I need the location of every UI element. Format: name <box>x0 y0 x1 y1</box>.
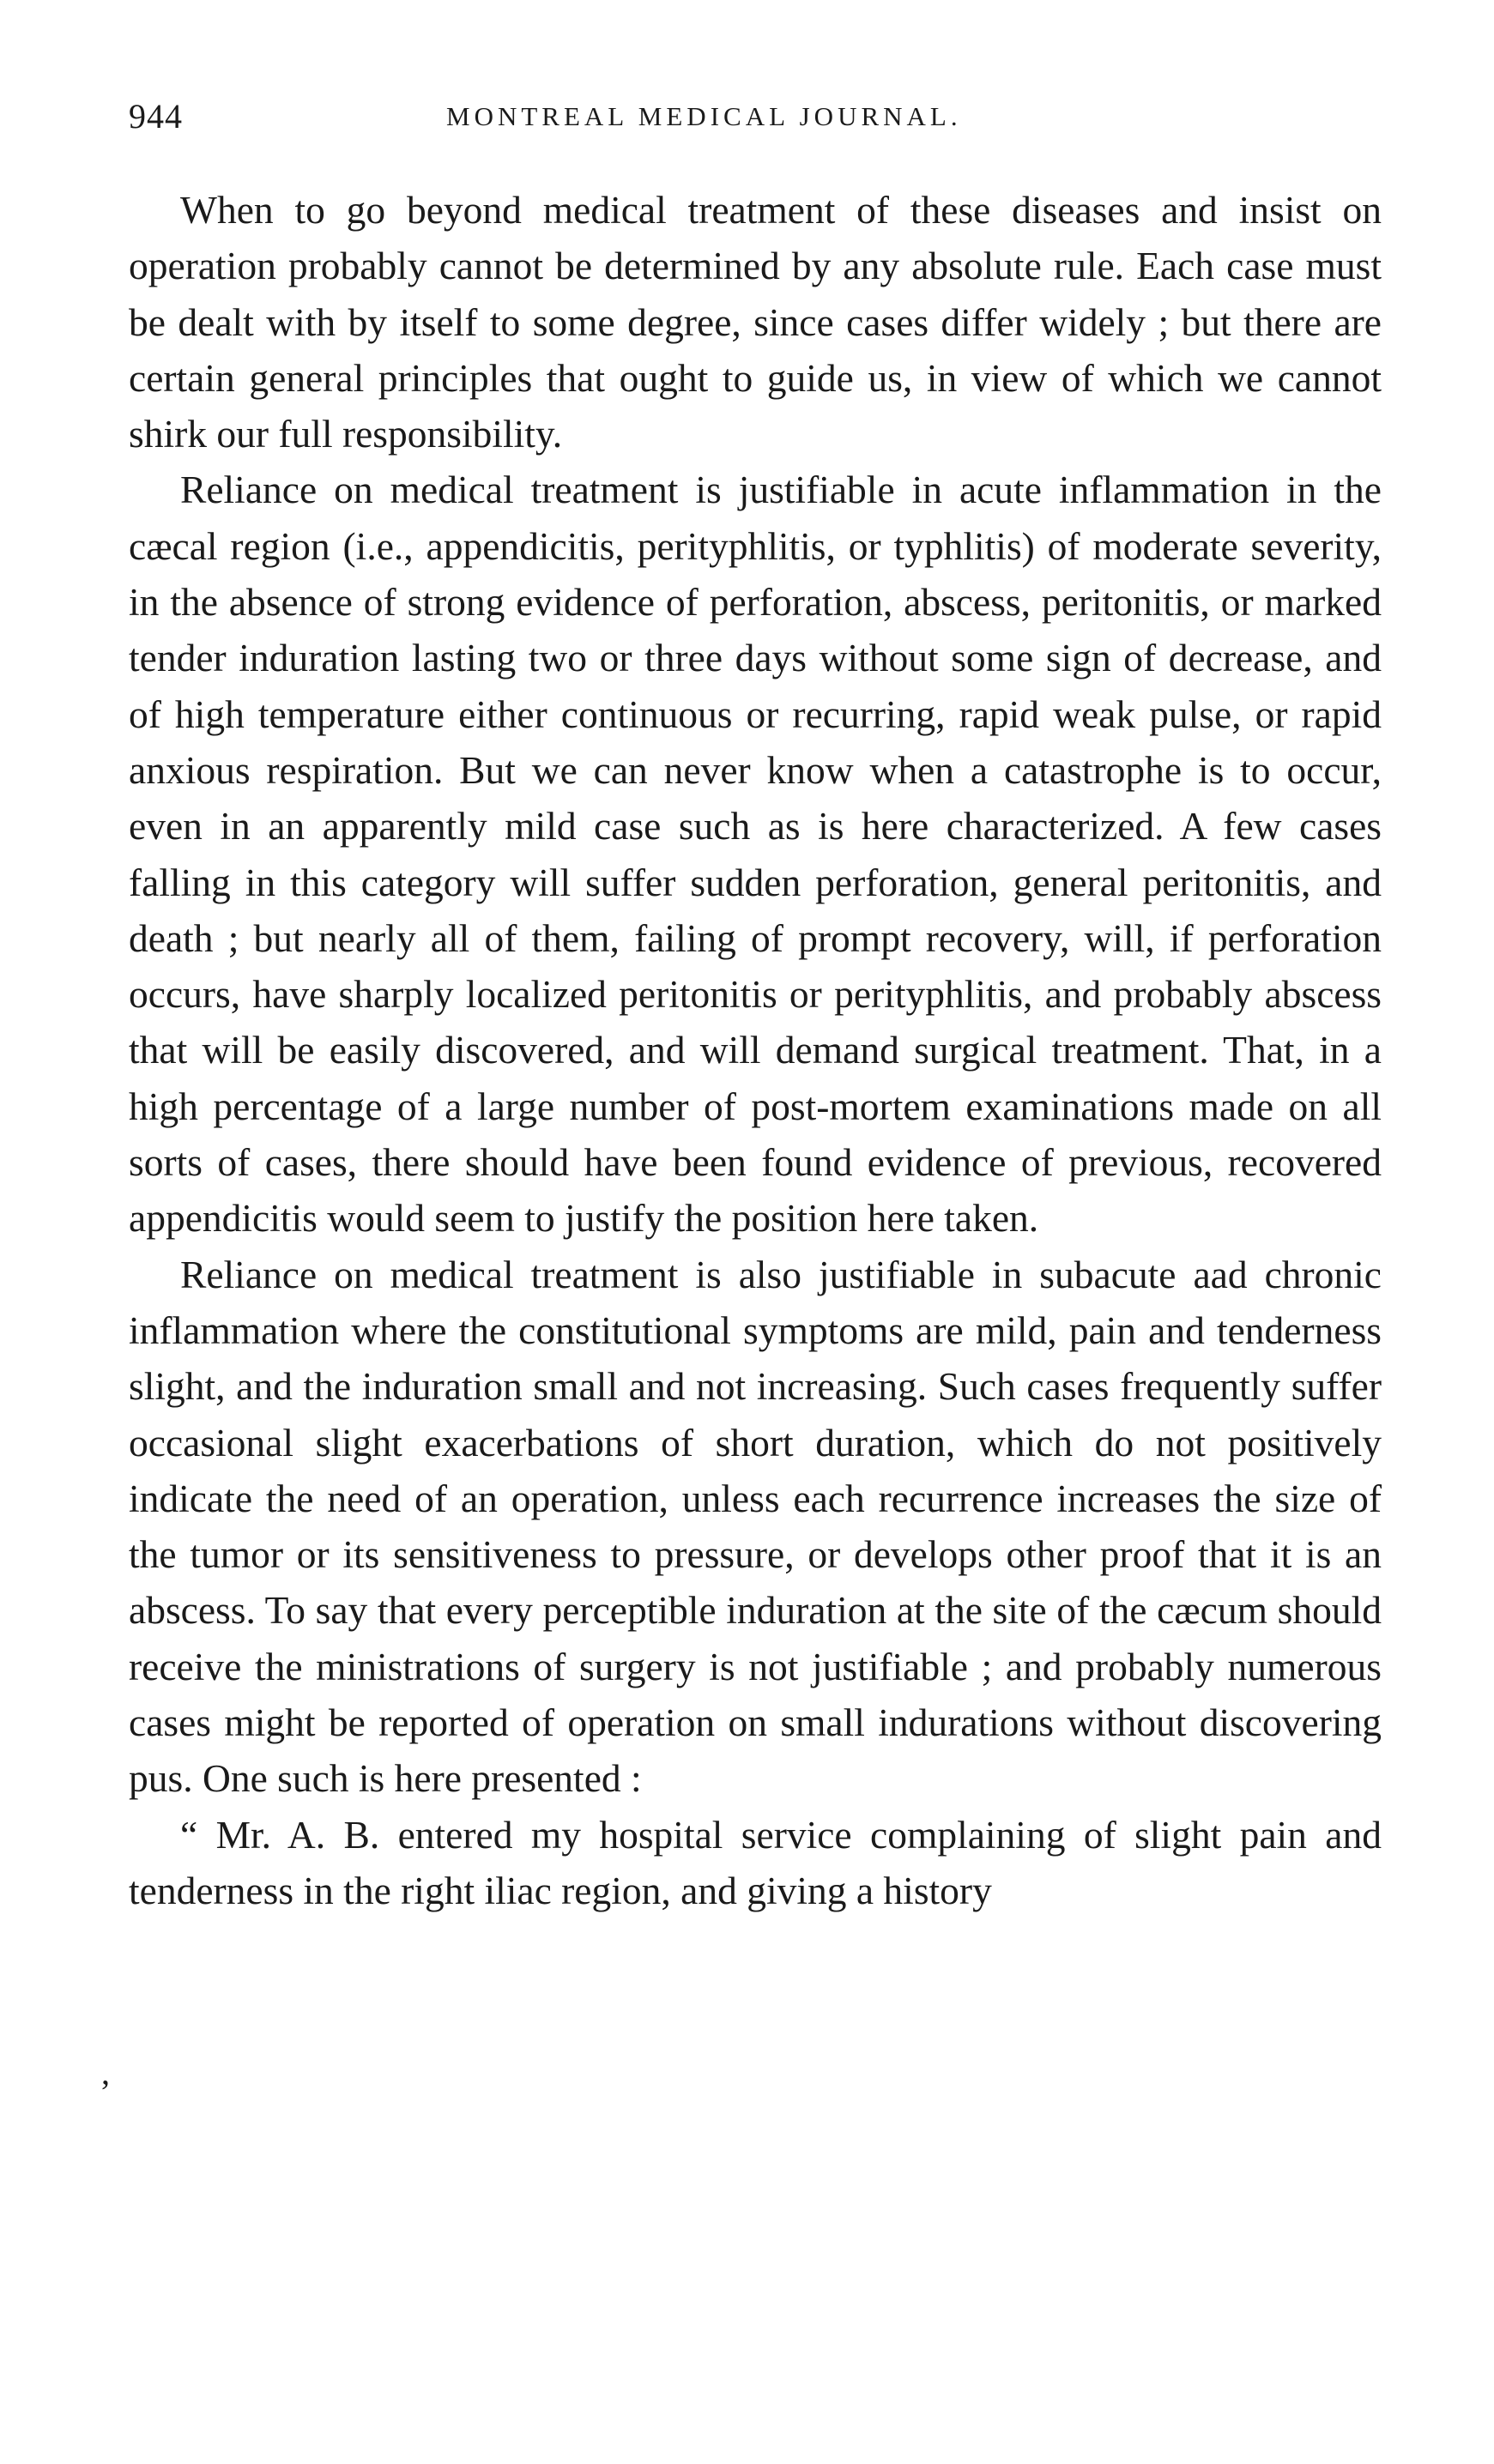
page-header <box>129 96 1399 148</box>
paragraph-1: When to go beyond medical treatment of these diseases and insist on operation probably cannot be determined by any absolute rule. Each case must be dealt with by itself to some degree, since cases differ widely ; but there are certain general principles that ought to guide us, in view of which we cannot shirk our full responsibility. <box>129 188 1382 456</box>
paragraph-3: Reliance on medical treatment is also justifiable in subacute aad chronic inflammation where the constitutional symptoms are mild, pain and tenderness slight, and the induration small and not increasing. Such cases frequently suffer occasional slight exacerbations of short duration, which do not positively indicate the need of an operation, unless each recurrence increases the size of the tumor or its sensitiveness to pressure, or develops other proof that it is an abscess. To say that every perceptible induration at the site of the cæcum should receive the ministrations of surgery is not justifiable ; and probably numerous cases might be reported of operation on small indurations without discovering pus. One such is here presented : <box>129 1252 1382 1801</box>
running-title: MONTREAL MEDICAL JOURNAL. <box>446 101 962 131</box>
body-text <box>129 182 1382 1918</box>
page-number: 944 <box>129 97 183 136</box>
paragraph-4: “ Mr. A. B. entered my hospital service complaining of slight pain and tenderness in the right iliac region, and giving a history <box>129 1812 1382 1912</box>
margin-mark: , <box>101 2053 110 2092</box>
paragraph-2: Reliance on medical treatment is justifiable in acute inflammation in the cæcal region (i.e., appendicitis, perityphlitis, or typhlitis) of moderate severity, in the absence of strong evidence of perforation, abscess, peritonitis, or marked tender induration lasting two or three days without some sign of decrease, and of high temperature either continuous or recurring, rapid weak pulse, or rapid anxious respiration. But we can never know when a catastrophe is to occur, even in an apparently mild case such as is here characterized. A few cases falling in this category will suffer sudden perforation, general peritonitis, and death ; but nearly all of them, failing of prompt recovery, will, if perforation occurs, have sharply localized peritonitis or perityphlitis, and probably abscess that will be easily discovered, and will demand surgical treatment. That, in a high percentage of a large number of post-mortem examinations made on all sorts of cases, there should have been found evidence of previous, recovered appendicitis would seem to justify the position here taken. <box>129 468 1382 1241</box>
